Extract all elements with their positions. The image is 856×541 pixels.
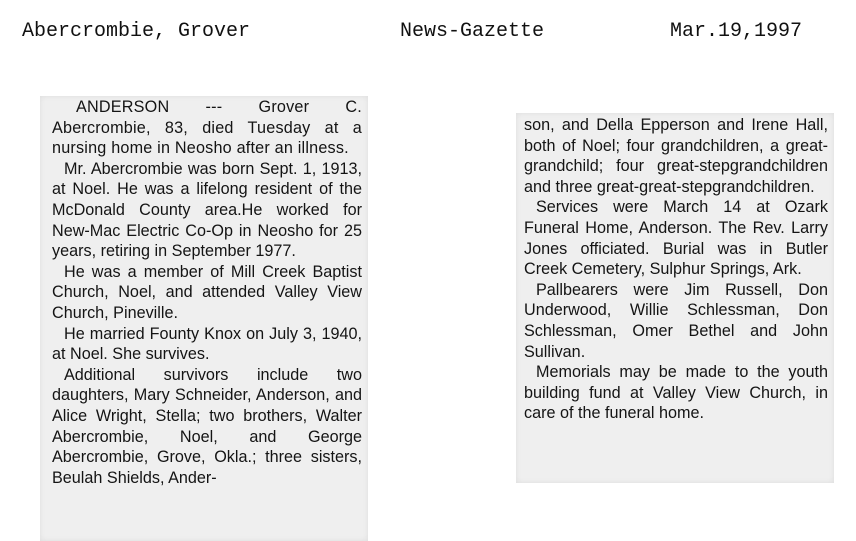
publication-date-label: Mar.19,1997 (670, 20, 803, 43)
obituary-paragraph: He married Founty Knox on July 3, 1940, at Noel. She survives. (52, 324, 362, 364)
clipping-header (0, 20, 856, 50)
obituary-paragraph: ANDERSON --- Grover C. Abercrombie, 83, died Tuesday at a nursing home in Neosho after an illness. (52, 98, 362, 158)
obituary-clipping-right (516, 113, 834, 483)
obituary-paragraph: son, and Della Epperson and Irene Hall, both of Noel; four grandchildren, a great-grandchild; four great-stepgrandchildren and three great-great-stepgrandchildren. (524, 116, 828, 196)
obituary-paragraph: Services were March 14 at Ozark Funeral Home, Anderson. The Rev. Larry Jones officiated. Burial was in Butler Creek Cemetery, Sulphur Springs, Ark. (524, 198, 828, 279)
obituary-clipping-left (40, 96, 368, 541)
obituary-paragraph: Mr. Abercrombie was born Sept. 1, 1913, at Noel. He was a lifelong resident of the McDonald County area.He worked for New-Mac Electric Co-Op in Neosho for 25 years, retiring in September 1977. (52, 159, 362, 261)
obituary-paragraph: Memorials may be made to the youth building fund at Valley View Church, in care of the funeral home. (524, 363, 828, 423)
obituary-paragraph: He was a member of Mill Creek Baptist Church, Noel, and attended Valley View Church, Pineville. (52, 262, 362, 322)
obituary-paragraph: Additional survivors include two daughters, Mary Schneider, Anderson, and Alice Wright, Stella; two brothers, Walter Abercrombie, Noel, and George Abercrombie, Grove, Okla.; three sisters, Beulah Shields, Ander- (52, 365, 362, 487)
deceased-name-label: Abercrombie, Grover (22, 20, 251, 43)
obituary-paragraph: Pallbearers were Jim Russell, Don Underwood, Willie Schlessman, Don Schlessman, Omer Bethel and John Sullivan. (524, 280, 828, 361)
newspaper-name-label: News-Gazette (400, 20, 545, 43)
